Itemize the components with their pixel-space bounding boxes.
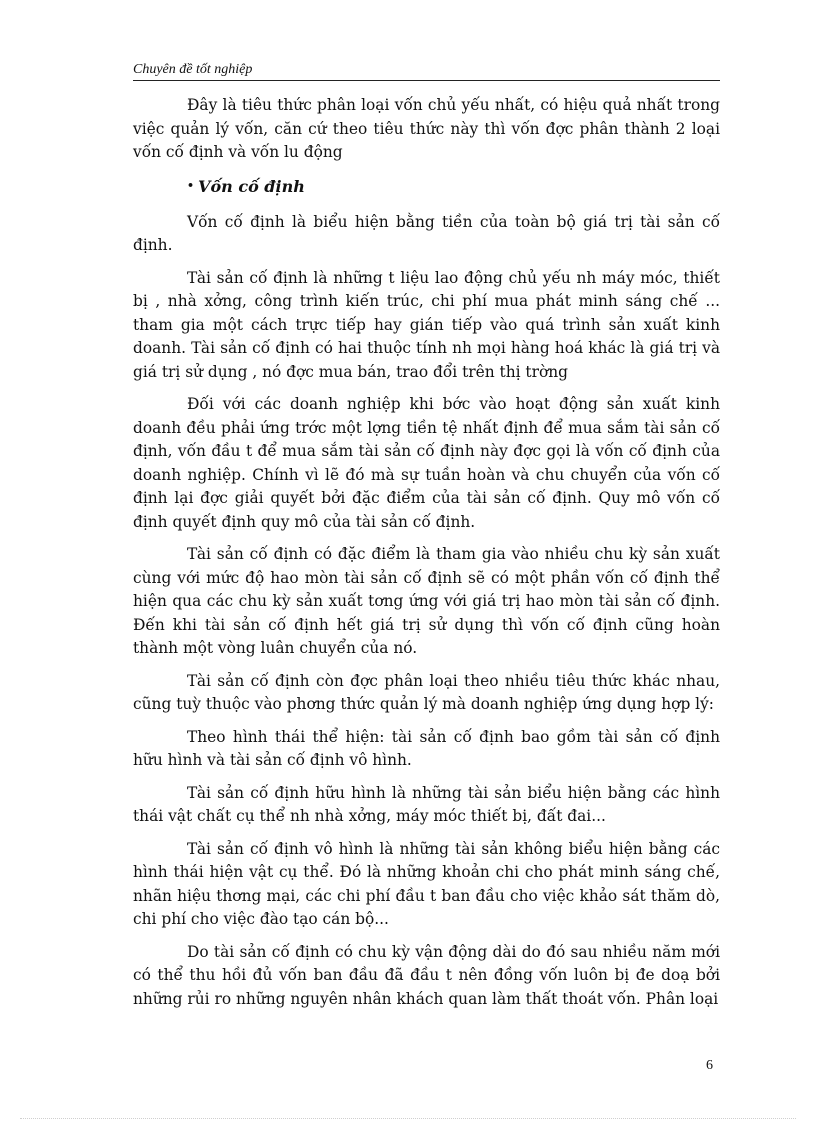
document-body bbox=[133, 94, 720, 1020]
paragraph-7: Theo hình thái thể hiện: tài sản cố định bao gồm tài sản cố định hữu hình và tài sản cố định vô hình. bbox=[133, 727, 720, 769]
running-header: Chuyên đề tốt nghiệp bbox=[133, 62, 720, 81]
section-heading-text: Vốn cố định bbox=[198, 176, 305, 196]
paragraph-5: Tài sản cố định có đặc điểm là tham gia vào nhiều chu kỳ sản xuất cùng với mức độ hao mòn tài sản cố định sẽ có một phần vốn cố định thể hiện qua các chu kỳ sản xuất tơng ứng với giá trị hao mòn tài sản cố định. Đến khi tài sản cố định hết giá trị sử dụng thì vốn cố định cũng hoàn thành một vòng luân chuyển của nó. bbox=[133, 545, 720, 657]
page-bottom-divider bbox=[20, 1118, 796, 1119]
section-heading bbox=[187, 174, 720, 199]
paragraph-4: Đối với các doanh nghiệp khi bớc vào hoạt động sản xuất kinh doanh đều phải ứng trớc một lợng tiền tệ nhất định để mua sắm tài sản cố định, vốn đầu t để mua sắm tài sản cố định này đợc gọi là vốn cố định của doanh nghiệp. Chính vì lẽ đó mà sự tuần hoàn và chu chuyển của vốn cố định lại đợc giải quyết bởi đặc điểm của tài sản cố định. Quy mô vốn cố định quyết định quy mô của tài sản cố định. bbox=[133, 395, 720, 531]
paragraph-8: Tài sản cố định hữu hình là những tài sản biểu hiện bằng các hình thái vật chất cụ thể nh nhà xởng, máy móc thiết bị, đất đai... bbox=[133, 783, 720, 825]
paragraph-9: Tài sản cố định vô hình là những tài sản không biểu hiện bằng các hình thái hiện vật cụ thể. Đó là những khoản chi cho phát minh sáng chế, nhãn hiệu thơng mại, các chi phí đầu t ban đầu cho việc khảo sát thăm dò, chi phí cho việc đào tạo cán bộ... bbox=[133, 839, 720, 928]
page-number: 6 bbox=[706, 1058, 713, 1073]
paragraph-1: Đây là tiêu thức phân loại vốn chủ yếu nhất, có hiệu quả nhất trong việc quản lý vốn, căn cứ theo tiêu thức này thì vốn đợc phân thành 2 loại vốn cố định và vốn lu động bbox=[133, 96, 720, 161]
paragraph-3: Tài sản cố định là những t liệu lao động chủ yếu nh máy móc, thiết bị , nhà xởng, công trình kiến trúc, chi phí mua phát minh sáng chế ... tham gia một cách trực tiếp hay gián tiếp vào quá trình sản xuất kinh doanh. Tài sản cố định có hai thuộc tính nh mọi hàng hoá khác là giá trị và giá trị sử dụng , nó đợc mua bán, trao đổi trên thị trờng bbox=[133, 268, 720, 381]
paragraph-10: Do tài sản cố định có chu kỳ vận động dài do đó sau nhiều năm mới có thể thu hồi đủ vốn ban đầu đã đầu t nên đồng vốn luôn bị đe doạ bởi những rủi ro những nguyên nhân khách quan làm thất thoát vốn. Phân loại bbox=[133, 942, 720, 1008]
paragraph-2: Vốn cố định là biểu hiện bằng tiền của toàn bộ giá trị tài sản cố định. bbox=[133, 212, 720, 254]
paragraph-6: Tài sản cố định còn đợc phân loại theo nhiều tiêu thức khác nhau, cũng tuỳ thuộc vào phơng thức quản lý mà doanh nghiệp ứng dụng hợp lý: bbox=[133, 671, 720, 713]
bullet-icon: • bbox=[187, 178, 195, 192]
